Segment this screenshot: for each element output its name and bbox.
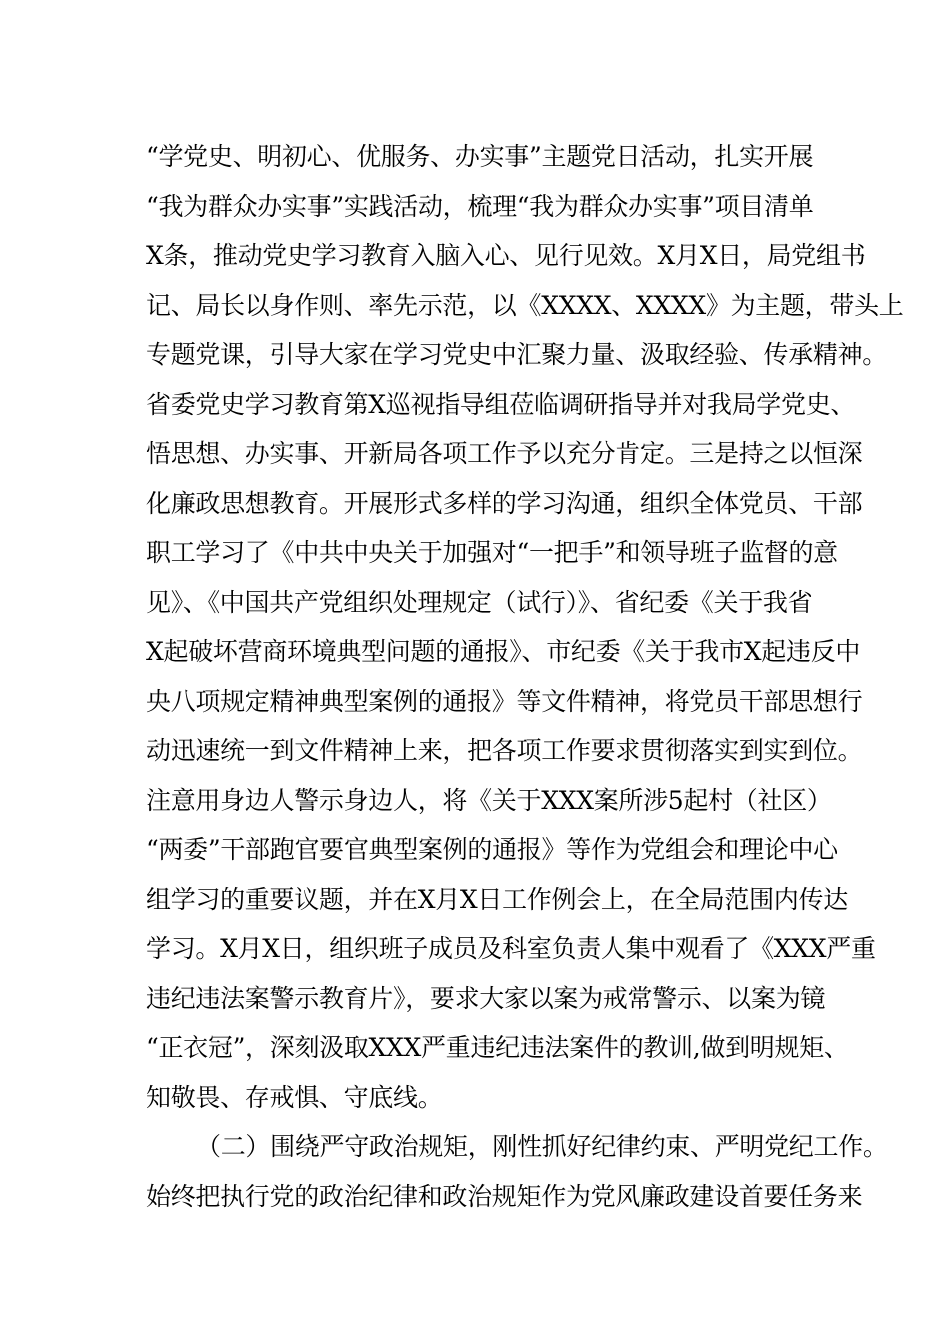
text-line: X条，推动党史学习教育入脑入心、见行见效。X月X日，局党组书 [146,241,866,270]
text-line: 专题党课，引导大家在学习党史中汇聚力量、汲取经验、传承精神。 [146,340,888,369]
text-line: “我为群众办实事”实践活动，梳理“我为群众办实事”项目清单 [146,191,814,221]
text-line: 始终把执行党的政治纪律和政治规矩作为党风廉政建设首要任务来 [146,1181,863,1211]
text-line: 悟思想、办实事、开新局各项工作予以充分肯定。三是持之以恒深 [146,439,863,468]
text-line: “两委”干部跑官要官典型案例的通报》等作为党组会和理论中心 [146,835,838,864]
text-line: 违纪违法案警示教育片》，要求大家以案为戒常警示、以案为镜 [146,983,826,1013]
document-body [146,132,904,1221]
text-line: 记、局长以身作则、率先示范，以《XXXX、XXXX》为主题，带头上 [146,290,904,320]
text-line: 化廉政思想教育。开展形式多样的学习沟通，组织全体党员、干部 [146,488,863,518]
text-line: “学党史、明初心、优服务、办实事”主题党日活动，扎实开展 [146,142,814,171]
text-line: X起破坏营商环境典型问题的通报》、市纪委《关于我市X起违反中 [146,637,861,666]
text-line: 见》、《中国共产党组织处理规定（试行）》、省纪委《关于我省 [146,587,813,617]
text-line: 注意用身边人警示身边人，将《关于XXX案所涉5起村（社区） [146,785,832,815]
text-line: 央八项规定精神典型案例的通报》等文件精神，将党员干部思想行 [146,686,863,716]
text-line: 学习。X月X日，组织班子成员及科室负责人集中观看了《XXX严重 [146,934,876,963]
text-line: 组学习的重要议题，并在X月X日工作例会上，在全局范围内传达 [146,884,848,914]
text-line: “正衣冠”，深刻汲取XXX严重违纪违法案件的教训,做到明规矩、 [146,1033,849,1062]
text-line: 动迅速统一到文件精神上来，把各项工作要求贯彻落实到实到位。 [146,736,863,765]
text-line: 职工学习了《中共中央关于加强对“一把手”和领导班子监督的意 [146,538,838,567]
section-heading-line: （二）围绕严守政治规矩，刚性抓好纪律约束、严明党纪工作。 [196,1132,888,1161]
text-line: 知敬畏、存戒惧、守底线。 [146,1082,443,1112]
text-line: 省委党史学习教育第X巡视指导组莅临调研指导并对我局学党史、 [146,389,856,419]
